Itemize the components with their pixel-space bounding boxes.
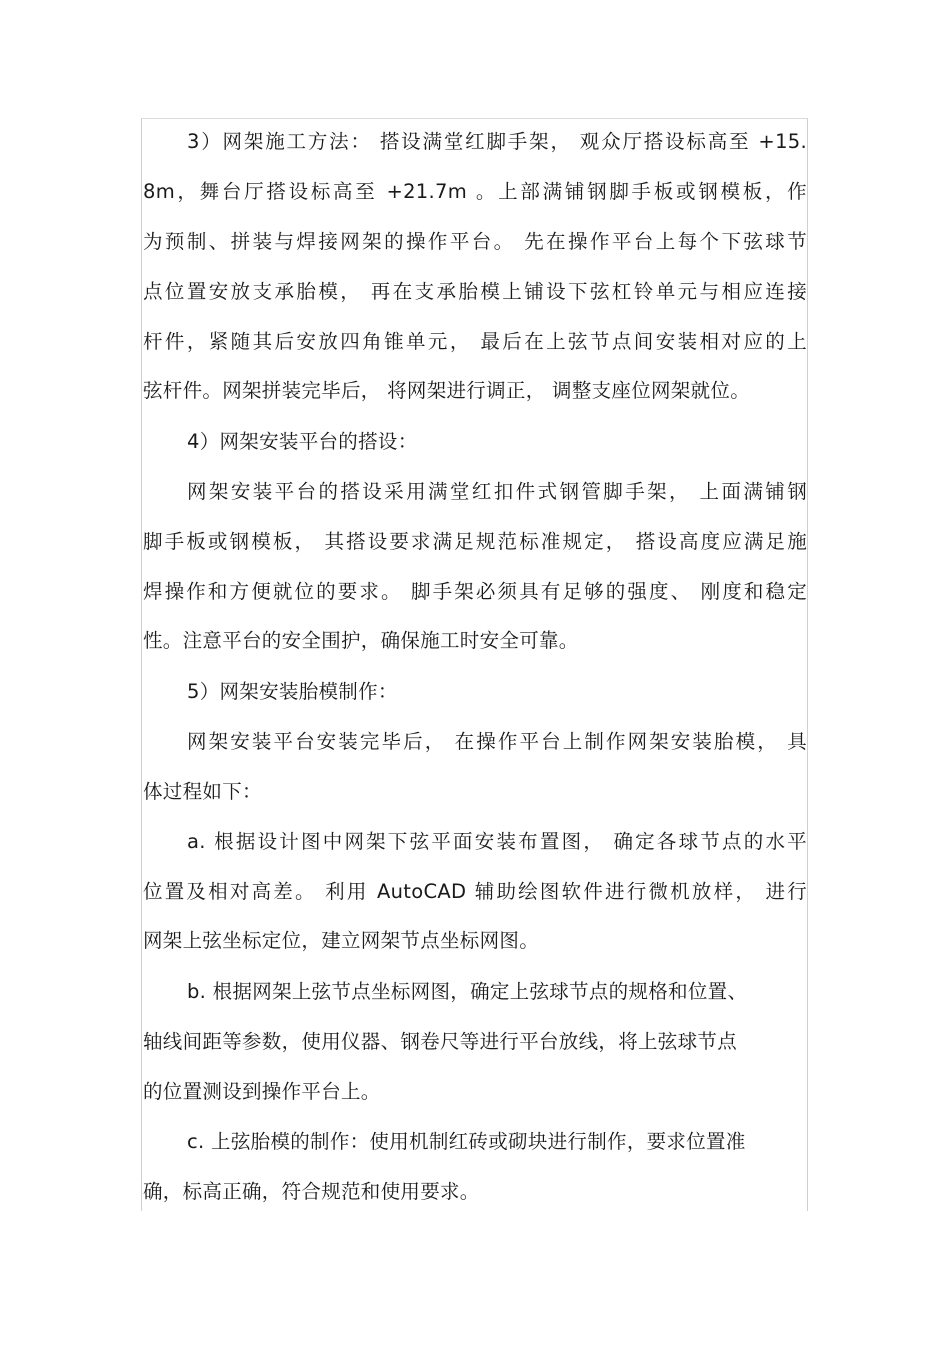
item-b-line-1: b. 根据网架上弦节点坐标网图，确定上弦球节点的规格和位置、 <box>187 980 748 1003</box>
item-c-line-2: 确，标高正确，符合规范和使用要求。 <box>143 1180 480 1203</box>
heading-5: 5）网架安装胎模制作： <box>187 680 398 703</box>
item-a-line-1: a. 根据设计图中网架下弦平面安装布置图， 确定各球节点的水平 <box>187 830 807 853</box>
paragraph-3-line-3: 为预制、拼装与焊接网架的操作平台。 先在操作平台上每个下弦球节 <box>143 230 807 253</box>
item-c-line-1: c. 上弦胎模的制作：使用机制红砖或砌块进行制作，要求位置准 <box>187 1130 746 1153</box>
item-b-line-2: 轴线间距等参数，使用仪器、钢卷尺等进行平台放线，将上弦球节点 <box>143 1030 738 1053</box>
item-a-line-3: 网架上弦坐标定位，建立网架节点坐标网图。 <box>143 929 540 952</box>
paragraph-5-line-1: 网架安装平台安装完毕后， 在操作平台上制作网架安装胎模， 具 <box>187 730 807 753</box>
paragraph-3-line-6: 弦杆件。网架拼装完毕后， 将网架进行调正， 调整支座位网架就位。 <box>143 379 750 402</box>
paragraph-4-line-3: 焊操作和方便就位的要求。 脚手架必须具有足够的强度、 刚度和稳定 <box>143 580 807 603</box>
heading-4: 4）网架安装平台的搭设： <box>187 430 418 453</box>
paragraph-5-line-2: 体过程如下： <box>143 780 262 803</box>
paragraph-3-line-5: 杆件，紧随其后安放四角锥单元， 最后在上弦节点间安装相对应的上 <box>143 330 807 353</box>
item-a-line-2: 位置及相对高差。 利用 AutoCAD 辅助绘图软件进行微机放样， 进行 <box>143 880 807 903</box>
item-b-line-3: 的位置测设到操作平台上。 <box>143 1080 381 1103</box>
paragraph-3-line-4: 点位置安放支承胎模， 再在支承胎模上铺设下弦杠铃单元与相应连接 <box>143 280 807 303</box>
paragraph-3-line-2: 8m，舞台厅搭设标高至 +21.7m 。上部满铺钢脚手板或钢模板，作 <box>143 180 807 203</box>
paragraph-4-line-2: 脚手板或钢模板， 其搭设要求满足规范标准规定， 搭设高度应满足施 <box>143 530 807 553</box>
paragraph-3-line-1: 3）网架施工方法： 搭设满堂红脚手架， 观众厅搭设标高至 +15. <box>187 130 807 153</box>
paragraph-4-line-4: 性。注意平台的安全围护，确保施工时安全可靠。 <box>143 629 579 652</box>
paragraph-4-line-1: 网架安装平台的搭设采用满堂红扣件式钢管脚手架， 上面满铺钢 <box>187 480 807 503</box>
